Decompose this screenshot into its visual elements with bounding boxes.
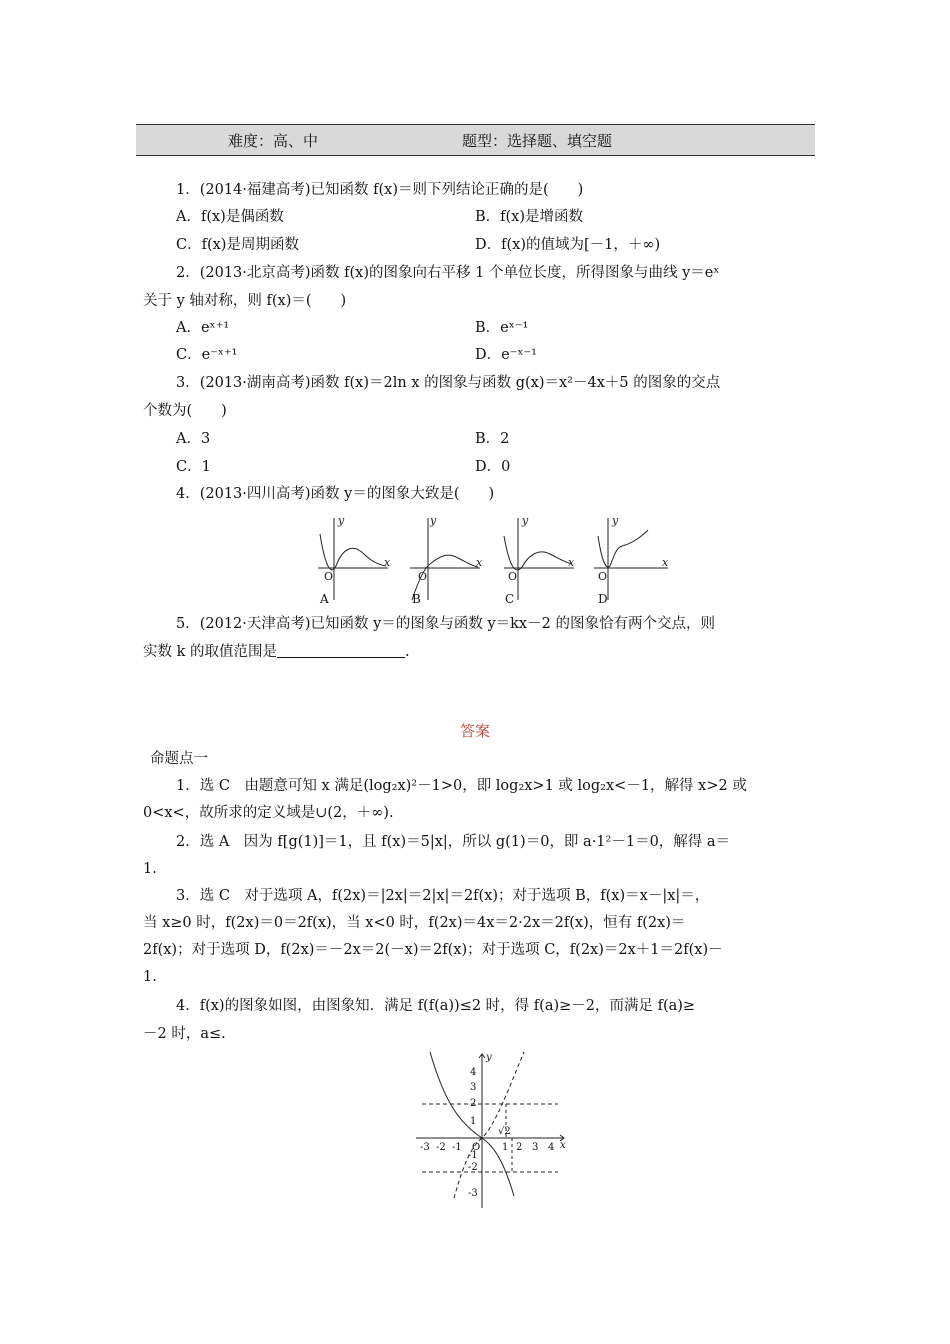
y-tick-neg1: -1 (468, 1150, 478, 1161)
answer-2-line1: 2．选 A 因为 f[g(1)]＝1，且 f(x)＝5|x|，所以 g(1)＝0，即 a·1²－1＝0，解得 a＝ (176, 834, 731, 850)
svg-text:O: O (598, 570, 608, 583)
x-tick-3: 3 (532, 1142, 539, 1153)
header-band (136, 124, 815, 156)
q2-option-b: B．eˣ⁻¹ (475, 320, 529, 336)
q1-option-b: B．f(x)是增函数 (475, 209, 584, 225)
answers-title: 答案 (459, 722, 490, 740)
q3-option-d: D．0 (475, 459, 511, 475)
answer-4-graph (412, 1050, 572, 1210)
x-tick-2: 2 (516, 1142, 523, 1153)
svg-text:x: x (476, 556, 483, 569)
q1-stem: 1．(2014·福建高考)已知函数 f(x)＝则下列结论正确的是( ) (176, 182, 584, 198)
q3-stem-line2: 个数为( ) (143, 403, 227, 419)
answer-3-line2: 当 x≥0 时，f(2x)＝0＝2f(x)，当 x<0 时，f(2x)＝4x＝2·2x＝2f(x)，恒有 f(2x)＝ (143, 915, 686, 931)
answer-4-line2: －2 时，a≤. (143, 1026, 226, 1042)
svg-text:y: y (338, 514, 345, 527)
q3-option-b: B．2 (475, 431, 510, 447)
q2-option-d: D．e⁻ˣ⁻¹ (475, 347, 537, 363)
q4-label-b: B (412, 592, 421, 606)
svg-text:y: y (522, 514, 529, 527)
answer-3-line3: 2f(x)；对于选项 D，f(2x)＝－2x＝2(－x)＝2f(x)；对于选项 C，f(2x)＝2x＋1＝2f(x)－ (143, 942, 723, 958)
svg-text:x: x (568, 556, 575, 569)
q5-stem-end: . (405, 644, 410, 660)
svg-text:x: x (662, 556, 669, 569)
q4-label-c: C (505, 592, 515, 606)
x-tick-origin: O (472, 1142, 481, 1153)
q5-stem-text: 实数 k 的取值范围是 (143, 644, 278, 660)
q4-label-a: A (320, 592, 329, 606)
answer-1-line1: 1．选 C 由题意可知 x 满足(log₂x)²－1>0，即 log₂x>1 或 log₂x<－1，解得 x>2 或 (176, 778, 747, 794)
q1-option-c: C．f(x)是周期函数 (176, 237, 299, 253)
x-axis-label: x (560, 1140, 566, 1151)
q3-option-c: C．1 (176, 459, 211, 475)
svg-text:y: y (612, 514, 619, 527)
q2-option-a: A．eˣ⁺¹ (176, 320, 230, 336)
y-axis-label: y (486, 1052, 492, 1063)
q2-stem-line1: 2．(2013·北京高考)函数 f(x)的图象向右平移 1 个单位长度，所得图象与曲线 y＝eˣ (176, 265, 720, 281)
q4-graph-b (410, 518, 480, 600)
svg-text:O: O (418, 570, 428, 583)
answers-section: 命题点一 (150, 751, 208, 767)
x-tick-neg2: -2 (436, 1142, 446, 1153)
answer-4-line1: 4．f(x)的图象如图，由图象知．满足 f(f(a))≤2 时，得 f(a)≥－2，而满足 f(a)≥ (176, 998, 696, 1014)
y-tick-neg3: -3 (468, 1188, 478, 1199)
q1-option-d: D．f(x)的值域为[－1，＋∞) (475, 237, 661, 253)
q4-graph-d (594, 518, 668, 600)
q4-stem: 4．(2013·四川高考)函数 y＝的图象大致是( ) (176, 486, 495, 502)
q4-graph-c (504, 518, 574, 600)
answer-1-line2: 0<x<，故所求的定义域是∪(2，＋∞). (143, 805, 394, 821)
q2-stem-line2: 关于 y 轴对称，则 f(x)＝( ) (143, 293, 347, 309)
y-tick-1: 1 (470, 1116, 477, 1127)
q3-stem-line1: 3．(2013·湖南高考)函数 f(x)＝2ln x 的图象与函数 g(x)＝x²－4x＋5 的图象的交点 (176, 375, 721, 391)
question-type-label: 题型：选择题、填空题 (462, 132, 613, 150)
q2-option-c: C．e⁻ˣ⁺¹ (176, 347, 238, 363)
y-tick-3: 3 (470, 1082, 477, 1093)
q4-graph-a (318, 518, 388, 600)
x-tick-neg1: -1 (452, 1142, 462, 1153)
answer-3-line1: 3．选 C 对于选项 A，f(2x)＝|2x|＝2|x|＝2f(x)；对于选项 B，f(x)＝x－|x|＝， (176, 888, 710, 904)
svg-text:O: O (508, 570, 518, 583)
y-tick-2: 2 (470, 1098, 477, 1109)
sqrt2-label: √2 (498, 1126, 511, 1137)
difficulty-label: 难度：高、中 (228, 132, 319, 150)
q5-stem-line1: 5．(2012·天津高考)已知函数 y＝的图象与函数 y＝kx－2 的图象恰有两个交点，则 (176, 616, 715, 632)
svg-text:O: O (324, 570, 334, 583)
answer-3-line4: 1. (143, 969, 157, 985)
q3-option-a: A．3 (176, 431, 211, 447)
x-tick-4: 4 (548, 1142, 555, 1153)
q5-answer-blank (277, 643, 405, 658)
svg-text:y: y (430, 514, 437, 527)
answer-2-line2: 1. (143, 861, 157, 877)
svg-text:x: x (384, 556, 391, 569)
y-tick-4: 4 (470, 1067, 477, 1078)
q4-label-d: D (598, 592, 608, 606)
q1-option-a: A．f(x)是偶函数 (176, 209, 284, 225)
q4-graph-options (312, 512, 672, 608)
y-tick-neg2: -2 (468, 1162, 478, 1173)
x-tick-neg3: -3 (420, 1142, 430, 1153)
x-tick-1: 1 (502, 1142, 509, 1153)
q5-stem-line2 (143, 642, 410, 662)
